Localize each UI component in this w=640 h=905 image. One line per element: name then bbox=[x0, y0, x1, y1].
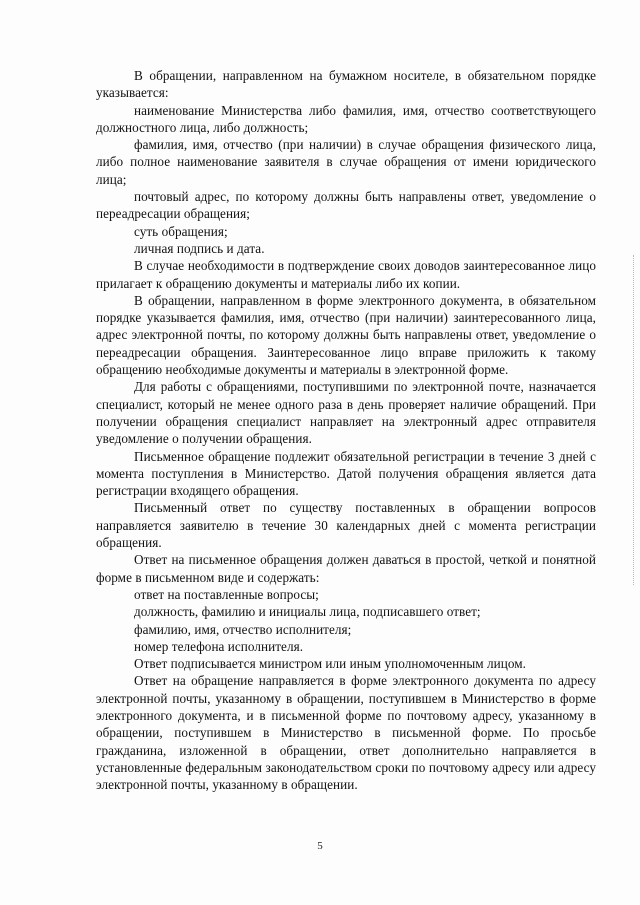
paragraph: почтовый адрес, по которому должны быть направлены ответ, уведомление о переадресации обращения; bbox=[96, 189, 596, 222]
paragraph: личная подпись и дата. bbox=[134, 240, 265, 256]
paragraph: фамилию, имя, отчество исполнителя; bbox=[134, 621, 352, 637]
page-number: 5 bbox=[317, 840, 323, 852]
paragraph: В обращении, направленном в форме электронного документа, в обязательном порядке указывается фамилия, имя, отчество (при наличии) заинтересованного лица, адрес электронной почты, по которому должны быть направлены ответ, уведомление о переадресации обращения. Заинтересованное лицо вправе приложить к такому обращению необходимые документы и материалы в электронной форме. bbox=[96, 292, 596, 378]
paragraph: суть обращения; bbox=[134, 223, 228, 239]
paragraph: должность, фамилию и инициалы лица, подписавшего ответ; bbox=[134, 604, 481, 620]
paragraph: Ответ на письменное обращения должен даваться в простой, четкой и понятной форме в письменном виде и содержать: bbox=[96, 552, 596, 585]
scan-edge-divider bbox=[633, 255, 635, 585]
document-body bbox=[96, 67, 596, 793]
paragraph: наименование Министерства либо фамилия, имя, отчество соответствующего должностного лица, либо должность; bbox=[96, 102, 596, 135]
paragraph: Письменный ответ по существу поставленных в обращении вопросов направляется заявителю в течение 30 календарных дней с момента регистрации обращения. bbox=[96, 500, 596, 551]
paragraph: ответ на поставленные вопросы; bbox=[134, 586, 319, 602]
paragraph: Письменное обращение подлежит обязательной регистрации в течение 3 дней с момента поступления в Министерство. Датой получения обращения является дата регистрации входящего обращения. bbox=[96, 448, 596, 499]
paragraph: номер телефона исполнителя. bbox=[134, 638, 304, 654]
paragraph: Ответ на обращение направляется в форме электронного документа по адресу электронной почты, указанному в обращении, поступившем в Министерство в форме электронного документа, и в письменной форме по почтовому адресу, указанному в обращении, поступившем в Министерство в письменной форме. По просьбе гражданина, изложенной в обращении, ответ дополнительно направляется в установленные федеральным законодательством сроки по почтовому адресу или адресу электронной почты, указанному в обращении. bbox=[96, 673, 596, 793]
paragraph: Ответ подписывается министром или иным уполномоченным лицом. bbox=[134, 656, 526, 672]
paragraph: В обращении, направленном на бумажном носителе, в обязательном порядке указывается: bbox=[96, 68, 596, 101]
paragraph: фамилия, имя, отчество (при наличии) в случае обращения физического лица, либо полное наименование заявителя в случае обращения от имени юридического лица; bbox=[96, 137, 596, 187]
paragraph: В случае необходимости в подтверждение своих доводов заинтересованное лицо прилагает к обращению документы и материалы либо их копии. bbox=[96, 258, 596, 291]
paragraph: Для работы с обращениями, поступившими по электронной почте, назначается специалист, который не менее одного раза в день проверяет наличие обращений. При получении обращения специалист направляет на электронный адрес отправителя уведомление о получении обращения. bbox=[96, 379, 596, 447]
